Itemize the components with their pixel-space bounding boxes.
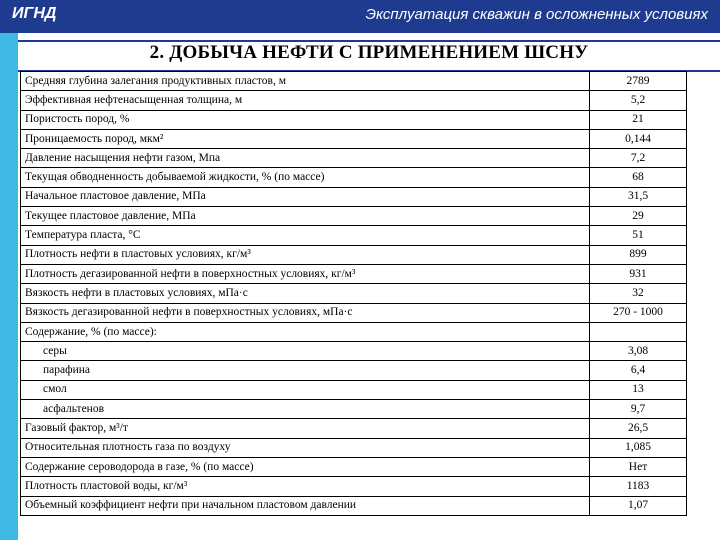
param-value: 931 — [590, 264, 687, 283]
param-value: 6,4 — [590, 361, 687, 380]
table-row — [21, 245, 687, 264]
table-row — [21, 419, 687, 438]
param-label: Начальное пластовое давление, МПа — [21, 187, 590, 206]
param-value: 68 — [590, 168, 687, 187]
param-value: 3,08 — [590, 342, 687, 361]
table-row — [21, 72, 687, 91]
param-label: Плотность нефти в пластовых условиях, кг/м³ — [21, 245, 590, 264]
org-label: ИГНД — [12, 5, 57, 22]
param-label: Относительная плотность газа по воздуху — [21, 438, 590, 457]
table-row — [21, 400, 687, 419]
table-row — [21, 264, 687, 283]
param-value: 13 — [590, 380, 687, 399]
reservoir-parameters-table — [20, 71, 687, 516]
param-label: асфальтенов — [21, 400, 590, 419]
table-row — [21, 187, 687, 206]
param-label: Содержание, % (по массе): — [21, 322, 590, 341]
table-row — [21, 303, 687, 322]
param-label: Вязкость нефти в пластовых условиях, мПа·с — [21, 284, 590, 303]
param-value: 29 — [590, 207, 687, 226]
param-label: Текущее пластовое давление, МПа — [21, 207, 590, 226]
param-label: смол — [21, 380, 590, 399]
param-value: 899 — [590, 245, 687, 264]
table-row — [21, 342, 687, 361]
table-row — [21, 380, 687, 399]
param-value: 1,085 — [590, 438, 687, 457]
table-row — [21, 91, 687, 110]
param-label: Проницаемость пород, мкм² — [21, 129, 590, 148]
param-label: парафина — [21, 361, 590, 380]
param-label: Средняя глубина залегания продуктивных пластов, м — [21, 72, 590, 91]
param-value: 7,2 — [590, 149, 687, 168]
param-value: 31,5 — [590, 187, 687, 206]
slide-title: 2. ДОБЫЧА НЕФТИ С ПРИМЕНЕНИЕМ ШСНУ — [149, 42, 589, 63]
param-label: Текущая обводненность добываемой жидкости, % (по массе) — [21, 168, 590, 187]
param-value: 1,07 — [590, 496, 687, 515]
param-label: Эффективная нефтенасыщенная толщина, м — [21, 91, 590, 110]
param-value — [590, 322, 687, 341]
table-row — [21, 438, 687, 457]
table-row — [21, 149, 687, 168]
param-value: 1183 — [590, 477, 687, 496]
param-value: 0,144 — [590, 129, 687, 148]
header-bar — [0, 0, 720, 33]
table-row — [21, 207, 687, 226]
table-row — [21, 110, 687, 129]
param-value: 32 — [590, 284, 687, 303]
param-value: 21 — [590, 110, 687, 129]
param-label: Плотность пластовой воды, кг/м³ — [21, 477, 590, 496]
param-label: Температура пласта, °С — [21, 226, 590, 245]
left-accent-bar — [0, 33, 18, 540]
table-row — [21, 129, 687, 148]
table-row — [21, 361, 687, 380]
table-row — [21, 496, 687, 515]
param-label: Пористость пород, % — [21, 110, 590, 129]
param-label: Давление насыщения нефти газом, Мпа — [21, 149, 590, 168]
slide-subtitle: Эксплуатация скважин в осложненных условиях — [365, 6, 708, 23]
param-value: 9,7 — [590, 400, 687, 419]
table-row — [21, 322, 687, 341]
param-label: серы — [21, 342, 590, 361]
param-value: 270 - 1000 — [590, 303, 687, 322]
param-label: Плотность дегазированной нефти в поверхностных условиях, кг/м³ — [21, 264, 590, 283]
table-row — [21, 168, 687, 187]
table-row — [21, 226, 687, 245]
table-row — [21, 477, 687, 496]
param-value: 5,2 — [590, 91, 687, 110]
param-label: Объемный коэффициент нефти при начальном пластовом давлении — [21, 496, 590, 515]
table-row — [21, 284, 687, 303]
param-label: Вязкость дегазированной нефти в поверхностных условиях, мПа·с — [21, 303, 590, 322]
param-value: 2789 — [590, 72, 687, 91]
table-row — [21, 457, 687, 476]
param-value: 26,5 — [590, 419, 687, 438]
param-label: Газовый фактор, м³/т — [21, 419, 590, 438]
param-label: Содержание сероводорода в газе, % (по массе) — [21, 457, 590, 476]
param-value: 51 — [590, 226, 687, 245]
param-value: Нет — [590, 457, 687, 476]
